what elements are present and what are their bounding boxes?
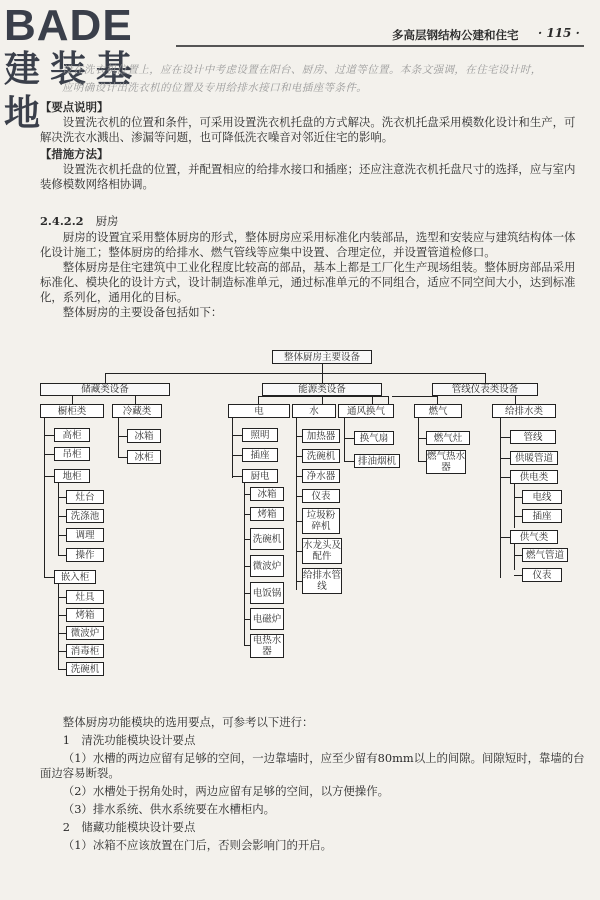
diagram-node: 水: [292, 404, 336, 418]
diagram-node: 仪表: [522, 568, 562, 582]
diagram-node: 洗碗机: [66, 662, 104, 676]
diagram-node: 烤箱: [250, 507, 284, 521]
list-item: （3）排水系统、供水系统要在水槽柜内。: [62, 802, 276, 816]
diagram-node: 燃气热水器: [427, 451, 466, 473]
logo-subtitle: 建装基地: [4, 49, 143, 134]
diagram-node: 嵌入柜: [54, 570, 96, 584]
list-item: （1）水槽的两边应留有足够的空间，一边靠墙时，应至少留有80mm以上的间隙。间隙短时，靠墙的台面边容易断裂。: [40, 751, 585, 780]
list-item: （2）水槽处于拐角处时，两边应留有足够的空间，以方便操作。: [62, 784, 389, 798]
faded-text-line: 应明确设计出洗衣机的位置及专用给排水接口和电插座等条件。: [62, 82, 368, 94]
diagram-node: 冷藏类: [112, 404, 162, 418]
diagram-node: 电线: [522, 490, 562, 504]
diagram-node: 燃气灶: [426, 431, 470, 445]
diagram-node: 操作: [66, 548, 104, 562]
diagram-node: 燃气管道: [522, 548, 568, 562]
diagram-node: 烤箱: [66, 608, 104, 622]
diagram-node: 橱柜类: [40, 404, 104, 418]
section-number: 2.4.2.2: [40, 214, 84, 228]
diagram-node: 照明: [242, 428, 278, 442]
diagram-node: 灶台: [66, 490, 104, 504]
key-points-label: 【要点说明】: [40, 100, 109, 114]
key-points-text: 设置洗衣机的位置和条件，可采用设置洗衣机托盘的方式解决。洗衣机托盘采用模数化设计和生产，可解决洗衣水溅出、渗漏等问题，也可降低洗衣噪音对邻近住宅的影响。: [40, 115, 576, 144]
running-header-title: 多高层钢结构公建和住宅: [392, 28, 519, 42]
diagram-node: 供暖管道: [510, 451, 558, 465]
header-rule: [176, 45, 584, 47]
diagram-node: 通风换气: [338, 404, 394, 418]
diagram-node: 插座: [522, 509, 562, 523]
diagram-node: 微波炉: [66, 626, 104, 640]
diagram-node: 电磁炉: [250, 608, 284, 630]
diagram-node: 仪表: [302, 489, 340, 503]
page-number: · 115 ·: [538, 26, 580, 40]
diagram-node: 电: [228, 404, 290, 418]
diagram-node: 消毒柜: [66, 644, 104, 658]
module-selection-text: [40, 715, 585, 853]
diagram-node: 冰箱: [127, 429, 161, 443]
measures-text: 设置洗衣机托盘的位置，并配置相应的给排水接口和插座；还应注意洗衣机托盘尺寸的选择，应与室内装修模数网络相协调。: [40, 162, 576, 191]
diagram-node: 厨电: [242, 469, 278, 483]
diagram-node: 电饭锅: [250, 582, 284, 604]
diagram-node: 燃气: [414, 404, 462, 418]
diagram-category: 能源类设备: [262, 383, 382, 396]
diagram-node: 水龙头及配件: [303, 540, 342, 562]
diagram-node: 净水器: [302, 469, 340, 483]
diagram-node: 排油烟机: [354, 454, 400, 468]
diagram-category: 储藏类设备: [40, 383, 170, 396]
faded-text-line: 设在洗衣机位置上，应在设计中考虑设置在阳台、厨房、过道等位置。本条文强调，在住宅设计时，: [62, 64, 542, 76]
paragraph: 整体厨房的主要设备包括如下：: [62, 305, 223, 319]
diagram-root: 整体厨房主要设备: [272, 350, 372, 364]
paragraph: 整体厨房是住宅建筑中工业化程度比较高的部品，基本上都是工厂化生产现场组装。整体厨房部品采用标准化、模块化的设计方式，设计制造标准单元，通过标准单元的不同组合，适应不同空间大小，达到标准化，系列化，通用化的目标。: [40, 260, 576, 304]
diagram-node: 供气类: [510, 530, 558, 544]
section-title: 厨房: [95, 214, 119, 228]
diagram-node: 洗涤池: [66, 509, 104, 523]
diagram-node: 加热器: [302, 429, 340, 443]
subheading: 1 清洗功能模块设计要点: [62, 733, 196, 747]
diagram-node: 地柜: [54, 469, 90, 483]
diagram-node: 调理: [66, 528, 104, 542]
kitchen-paragraphs: [40, 230, 585, 320]
diagram-node: 换气扇: [354, 431, 394, 445]
logo-wordmark: BADE: [4, 1, 133, 50]
key-points-section: [40, 100, 585, 192]
diagram-node: 洗碗机: [250, 528, 284, 550]
diagram-node: 吊柜: [54, 447, 90, 461]
diagram-node: 垃圾粉碎机: [302, 508, 340, 534]
diagram-node: 管线: [510, 430, 556, 444]
section-heading: [40, 213, 118, 229]
list-item: （1）冰箱不应该放置在门后，否则会影响门的开启。: [62, 838, 333, 852]
paragraph: 厨房的设置宜采用整体厨房的形式，整体厨房应采用标准化内装部品，选型和安装应与建筑结构体一体化设计施工；整体厨房的给排水、燃气管线等应集中设置、合理定位，并设置管道检修口。: [40, 230, 576, 259]
paragraph: 整体厨房功能模块的选用要点，可参考以下进行：: [62, 715, 314, 729]
diagram-node: 插座: [242, 448, 278, 462]
diagram-node: 高柜: [54, 428, 90, 442]
diagram-node: 给排水类: [492, 404, 556, 418]
measures-label: 【措施方法】: [40, 147, 109, 161]
diagram-node: 给排水管线: [303, 570, 342, 592]
diagram-node: 灶具: [66, 590, 104, 604]
diagram-node: 冰箱: [250, 487, 284, 501]
diagram-node: 供电类: [510, 470, 558, 484]
diagram-node: 冰柜: [127, 450, 161, 464]
diagram-node: 电热水器: [250, 634, 284, 658]
diagram-node: 洗碗机: [302, 449, 340, 463]
subheading: 2 储藏功能模块设计要点: [62, 820, 196, 834]
diagram-node: 微波炉: [250, 555, 284, 577]
diagram-category: 管线仪表类设备: [432, 383, 538, 396]
